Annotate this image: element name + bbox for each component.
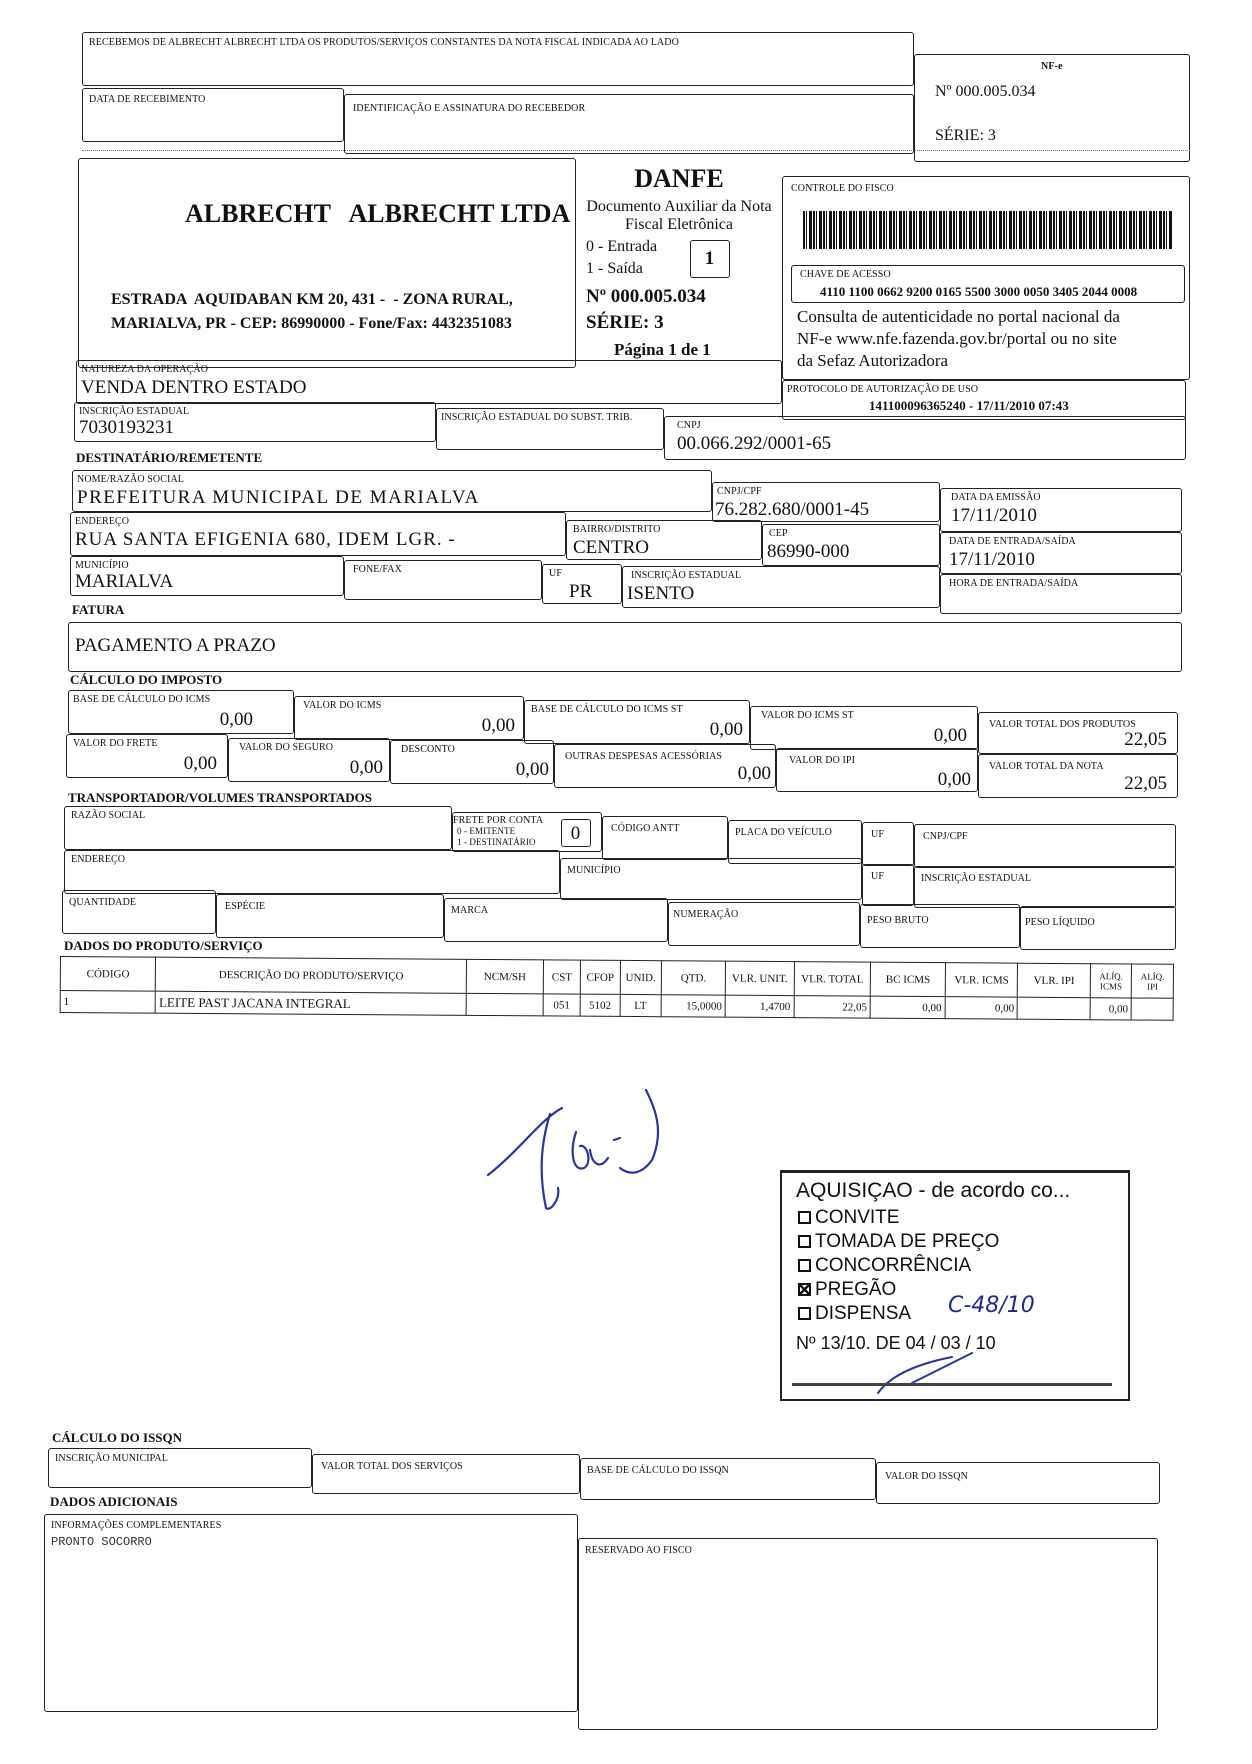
transp-endereco-box	[64, 850, 560, 894]
dest-uf-value: PR	[569, 581, 593, 602]
danfe-subtitle-2: Fiscal Eletrônica	[625, 216, 733, 233]
canhoto-recebemos-box	[82, 32, 914, 86]
transp-cnpj-box	[914, 824, 1176, 868]
cell-cfop: 5102	[580, 994, 620, 1016]
col-codigo: CÓDIGO	[60, 957, 156, 992]
checkbox-icon	[798, 1211, 811, 1224]
imp-valor-icms-box	[294, 696, 524, 740]
transportador-section-title: TRANSPORTADOR/VOLUMES TRANSPORTADOS	[68, 790, 373, 805]
emitente-nome: ALBRECHT ALBRECHT LTDA	[185, 199, 571, 228]
acquisition-stamp	[780, 1170, 1130, 1401]
dest-bairro-label: BAIRRO/DISTRITO	[573, 524, 661, 535]
emitente-box	[78, 158, 576, 368]
stamp-item-concorrencia-label: CONCORRÊNCIA	[815, 1255, 972, 1276]
ie-st-box	[436, 408, 664, 450]
canhoto-identificacao-box	[344, 94, 914, 154]
checkbox-checked-icon	[798, 1283, 811, 1296]
cell-vlr-icms: 0,00	[945, 997, 1018, 1020]
issqn-valor-label: VALOR DO ISSQN	[885, 1471, 968, 1482]
danfe-tipo: 1	[704, 248, 715, 269]
stamp-item-pregao	[798, 1279, 896, 1301]
fatura-section-title: FATURA	[72, 602, 125, 617]
dest-cep-value: 86990-000	[767, 541, 850, 562]
cell-aliq-ipi	[1132, 998, 1174, 1020]
imp-desconto-box	[390, 740, 554, 784]
stamp-item-dispensa-label: DISPENSA	[815, 1303, 912, 1324]
canhoto-recebemos-text: RECEBEMOS DE ALBRECHT ALBRECHT LTDA OS PRODUTOS/SERVIÇOS CONSTANTES DA NOTA FISCAL INDICADA AO LADO	[89, 37, 679, 48]
transp-frete-op1: 0 - EMITENTE	[457, 826, 516, 836]
canhoto-nfe-box	[914, 54, 1190, 162]
dest-municipio-label: MUNICÍPIO	[75, 560, 129, 571]
destinatario-section-title: DESTINATÁRIO/REMETENTE	[76, 450, 263, 465]
natureza-label: NATUREZA DA OPERAÇÃO	[81, 364, 209, 375]
imp-base-icms-value: 0,00	[219, 709, 253, 730]
danfe-pagina: Página 1 de 1	[614, 340, 711, 359]
imp-ipi-value: 0,00	[937, 769, 971, 790]
adicionais-info-box	[44, 1514, 578, 1712]
issqn-total-label: VALOR TOTAL DOS SERVIÇOS	[321, 1461, 463, 1472]
dest-ie-label: INSCRIÇÃO ESTADUAL	[631, 570, 742, 581]
canhoto-nfe-label: NF-e	[1041, 61, 1063, 72]
cell-vlr-unit: 1,4700	[725, 995, 794, 1017]
col-vlr-ipi: VLR. IPI	[1018, 963, 1091, 998]
transp-quantidade-box	[62, 890, 216, 934]
dest-fone-box	[344, 560, 542, 600]
protocolo-value: 141100096365240 - 17/11/2010 07:43	[869, 398, 1069, 413]
issqn-im-label: INSCRIÇÃO MUNICIPAL	[55, 1453, 168, 1464]
dest-hora-label: HORA DE ENTRADA/SAÍDA	[949, 578, 1079, 589]
adicionais-fisco-box	[578, 1538, 1158, 1730]
imp-total-produtos-label: VALOR TOTAL DOS PRODUTOS	[989, 719, 1136, 730]
fisco-consulta-2: NF-e www.nfe.fazenda.gov.br/portal ou no site	[797, 329, 1117, 348]
stamp-bottom-rule	[792, 1383, 1112, 1386]
signature	[480, 1080, 680, 1220]
imp-outras-label: OUTRAS DESPESAS ACESSÓRIAS	[565, 751, 723, 762]
transp-ie-box	[914, 866, 1176, 908]
ie-box	[74, 402, 436, 442]
dest-emissao-label: DATA DA EMISSÃO	[951, 492, 1041, 503]
stamp-item-convite	[798, 1207, 899, 1229]
adicionais-section-title: DADOS ADICIONAIS	[50, 1494, 178, 1509]
transp-especie-box	[216, 894, 444, 938]
imp-frete-label: VALOR DO FRETE	[73, 738, 158, 749]
fisco-controle-label: CONTROLE DO FISCO	[791, 183, 894, 194]
checkbox-icon	[798, 1235, 811, 1248]
dest-entrada-box	[940, 532, 1182, 574]
checkbox-icon	[798, 1307, 811, 1320]
issqn-base-box	[580, 1458, 876, 1500]
fatura-box	[68, 622, 1182, 672]
col-descricao: DESCRIÇÃO DO PRODUTO/SERVIÇO	[156, 957, 467, 993]
dest-cep-box	[762, 524, 940, 566]
cell-descricao: LEITE PAST JACANA INTEGRAL	[155, 991, 466, 1015]
emitente-endereco-1: ESTRADA AQUIDABAN KM 20, 431 - - ZONA RURAL,	[111, 291, 513, 308]
stamp-item-concorrencia	[798, 1255, 971, 1277]
transp-razao-box	[64, 806, 452, 850]
dest-uf-label: UF	[549, 568, 562, 579]
ie-value: 7030193231	[79, 417, 174, 438]
fisco-consulta-1: Consulta de autenticidade no portal nacional da	[797, 307, 1120, 326]
imp-valor-icms-value: 0,00	[481, 715, 515, 736]
cell-cst: 051	[543, 994, 580, 1016]
cell-vlr-total: 22,05	[794, 996, 871, 1019]
dest-cnpj-box	[712, 482, 940, 522]
transp-razao-label: RAZÃO SOCIAL	[71, 810, 146, 821]
dest-fone-label: FONE/FAX	[353, 564, 402, 575]
adicionais-info-value: PRONTO SOCORRO	[51, 1535, 152, 1549]
imp-ipi-label: VALOR DO IPI	[789, 755, 856, 766]
dest-nome-label: NOME/RAZÃO SOCIAL	[77, 474, 184, 485]
dest-endereco-box	[70, 512, 566, 556]
imp-base-st-value: 0,00	[709, 719, 743, 740]
transp-cnpj-label: CNPJ/CPF	[923, 831, 968, 842]
transp-placa-label: PLACA DO VEÍCULO	[735, 827, 832, 838]
imp-base-st-label: BASE DE CÁLCULO DO ICMS ST	[531, 704, 683, 715]
imp-valor-st-value: 0,00	[933, 725, 967, 746]
transp-quantidade-label: QUANTIDADE	[69, 897, 137, 908]
col-ncm: NCM/SH	[466, 959, 543, 994]
imp-base-st-box	[524, 700, 750, 744]
canhoto-serie: SÉRIE: 3	[935, 127, 996, 144]
cnpj-emit-box	[664, 416, 1186, 460]
dest-entrada-label: DATA DE ENTRADA/SAÍDA	[949, 536, 1076, 547]
adicionais-fisco-label: RESERVADO AO FISCO	[585, 1545, 692, 1556]
dest-cep-label: CEP	[769, 528, 788, 539]
danfe-block	[576, 164, 782, 364]
stamp-handwritten-code: C-48/10	[948, 1293, 1035, 1318]
transp-ie-label: INSCRIÇÃO ESTADUAL	[921, 873, 1032, 884]
dest-hora-box	[940, 574, 1182, 614]
transp-antt-box	[602, 816, 728, 860]
emitente-endereco-2: MARIALVA, PR - CEP: 86990000 - Fone/Fax: 4432351083	[111, 315, 512, 332]
col-vlr-total: VLR. TOTAL	[794, 962, 871, 997]
dest-cnpj-label: CNPJ/CPF	[717, 486, 762, 497]
canhoto-numero: Nº 000.005.034	[935, 83, 1036, 100]
dest-endereco-label: ENDEREÇO	[75, 516, 130, 527]
danfe-title: DANFE	[634, 164, 724, 193]
transp-frete-value-box	[561, 819, 591, 847]
col-qtd: QTD.	[661, 961, 725, 995]
transp-peso-liquido-label: PESO LÍQUIDO	[1025, 917, 1095, 928]
imp-base-icms-box	[68, 690, 294, 734]
transp-uf2-label: UF	[871, 871, 884, 882]
canhoto-data-box	[82, 88, 344, 142]
dest-cnpj-value: 76.282.680/0001-45	[715, 499, 870, 520]
dest-nome-value: PREFEITURA MUNICIPAL DE MARIALVA	[77, 487, 480, 508]
canhoto-data-label: DATA DE RECEBIMENTO	[89, 94, 206, 105]
imp-total-nota-label: VALOR TOTAL DA NOTA	[989, 761, 1104, 772]
transp-frete-label: FRETE POR CONTA	[453, 815, 544, 826]
imp-valor-st-box	[750, 706, 978, 750]
imp-outras-value: 0,00	[737, 763, 771, 784]
col-vlr-icms: VLR. ICMS	[945, 963, 1018, 998]
natureza-box	[76, 360, 782, 404]
transp-municipio-box	[560, 858, 862, 900]
dest-endereco-value: RUA SANTA EFIGENIA 680, IDEM LGR. -	[75, 529, 456, 550]
fisco-chave-box	[791, 265, 1185, 303]
danfe-saida: 1 - Saída	[586, 260, 643, 277]
transp-uf2-box	[862, 864, 914, 906]
danfe-entrada: 0 - Entrada	[586, 238, 658, 255]
transp-especie-label: ESPÉCIE	[225, 901, 266, 912]
stamp-item-pregao-label: PREGÃO	[815, 1279, 897, 1300]
dest-ie-value: ISENTO	[627, 583, 695, 604]
fisco-consulta-3: da Sefaz Autorizadora	[797, 351, 949, 370]
protocolo-box	[782, 380, 1186, 420]
transp-peso-liquido-box	[1020, 906, 1176, 950]
transp-antt-label: CÓDIGO ANTT	[611, 823, 680, 834]
dest-nome-box	[72, 470, 712, 512]
transp-peso-bruto-label: PESO BRUTO	[867, 915, 929, 926]
ie-label: INSCRIÇÃO ESTADUAL	[79, 406, 190, 417]
cell-ncm	[466, 993, 543, 1016]
fisco-chave: 4110 1100 0662 9200 0165 5500 3000 0050 3405 2044 0008	[820, 284, 1138, 299]
imp-valor-icms-label: VALOR DO ICMS	[303, 700, 382, 711]
imp-desconto-label: DESCONTO	[401, 744, 455, 755]
issqn-section-title: CÁLCULO DO ISSQN	[52, 1430, 183, 1445]
transp-frete-box	[452, 812, 602, 852]
fatura-value: PAGAMENTO A PRAZO	[75, 635, 276, 656]
stamp-item-tomada-label: TOMADA DE PREÇO	[815, 1231, 1000, 1252]
issqn-total-box	[312, 1454, 580, 1494]
stamp-title: AQUISIÇAO - de acordo co...	[796, 1179, 1071, 1202]
protocolo-label: PROTOCOLO DE AUTORIZAÇÃO DE USO	[787, 384, 979, 395]
cnpj-emit-value: 00.066.292/0001-65	[677, 433, 832, 454]
imp-frete-value: 0,00	[183, 753, 217, 774]
produtos-section-title: DADOS DO PRODUTO/SERVIÇO	[64, 938, 263, 953]
imp-total-produtos-value: 22,05	[1124, 729, 1167, 750]
imp-valor-st-label: VALOR DO ICMS ST	[761, 710, 854, 721]
dest-municipio-box	[70, 556, 344, 596]
cell-bc-icms: 0,00	[870, 996, 945, 1019]
imposto-section-title: CÁLCULO DO IMPOSTO	[70, 672, 223, 687]
imp-frete-box	[66, 734, 228, 778]
cell-qtd: 15,0000	[661, 995, 725, 1017]
imp-ipi-box	[776, 748, 978, 792]
transp-municipio-label: MUNICÍPIO	[567, 865, 621, 876]
transp-frete-op2: 1 - DESTINATÁRIO	[457, 837, 536, 847]
natureza-value: VENDA DENTRO ESTADO	[81, 377, 307, 398]
col-aliq-icms: ALÍQ. ICMS	[1090, 964, 1132, 998]
dest-ie-box	[622, 566, 940, 608]
imp-desconto-value: 0,00	[515, 759, 549, 780]
stamp-item-tomada	[798, 1231, 999, 1253]
canhoto-identificacao-label: IDENTIFICAÇÃO E ASSINATURA DO RECEBEDOR	[353, 103, 586, 114]
imp-seguro-label: VALOR DO SEGURO	[239, 742, 334, 753]
produtos-table	[60, 956, 1174, 1021]
stamp-signature-scribble	[872, 1343, 992, 1399]
imp-total-nota-value: 22,05	[1124, 773, 1167, 794]
imp-base-icms-label: BASE DE CÁLCULO DO ICMS	[73, 694, 211, 705]
imp-total-produtos-box	[978, 712, 1178, 754]
issqn-im-box	[48, 1448, 312, 1488]
cell-vlr-ipi	[1018, 997, 1091, 1020]
fisco-chave-label: CHAVE DE ACESSO	[800, 269, 891, 280]
transp-uf-box	[862, 822, 914, 866]
dest-entrada-value: 17/11/2010	[949, 549, 1035, 570]
col-aliq-ipi: ALÍQ. IPI	[1132, 964, 1174, 998]
stamp-item-convite-label: CONVITE	[815, 1207, 900, 1228]
imp-seguro-value: 0,00	[349, 757, 383, 778]
transp-endereco-label: ENDEREÇO	[71, 854, 126, 865]
dest-municipio-value: MARIALVA	[75, 571, 174, 592]
transp-uf-label: UF	[871, 829, 884, 840]
danfe-serie: SÉRIE: 3	[586, 312, 664, 333]
danfe-subtitle-1: Documento Auxiliar da Nota	[586, 198, 772, 215]
transp-frete-value: 0	[570, 823, 581, 844]
cell-unid: LT	[620, 994, 662, 1016]
issqn-valor-box	[876, 1462, 1160, 1504]
danfe-tipo-box	[690, 240, 730, 278]
dest-uf-box	[542, 564, 622, 604]
fisco-box	[782, 176, 1190, 380]
dest-bairro-value: CENTRO	[573, 537, 649, 558]
transp-numeracao-label: NUMERAÇÃO	[673, 909, 739, 920]
col-vlr-unit: VLR. UNIT.	[725, 961, 794, 995]
cell-aliq-icms: 0,00	[1090, 998, 1132, 1020]
imp-outras-box	[554, 744, 776, 788]
issqn-base-label: BASE DE CÁLCULO DO ISSQN	[587, 1465, 729, 1476]
col-cst: CST	[543, 960, 581, 994]
dest-emissao-value: 17/11/2010	[951, 505, 1037, 526]
danfe-numero: Nº 000.005.034	[586, 286, 706, 307]
transp-peso-bruto-box	[860, 904, 1020, 948]
imp-seguro-box	[228, 738, 390, 782]
cnpj-emit-label: CNPJ	[677, 420, 701, 431]
dest-bairro-box	[566, 520, 762, 560]
col-unid: UNID.	[620, 960, 662, 994]
transp-marca-label: MARCA	[451, 905, 489, 916]
adicionais-info-label: INFORMAÇÕES COMPLEMENTARES	[51, 1520, 222, 1531]
transp-numeracao-box	[668, 902, 860, 946]
ie-st-label: INSCRIÇÃO ESTADUAL DO SUBST. TRIB.	[441, 412, 633, 423]
cell-codigo: 1	[60, 991, 155, 1014]
imp-total-nota-box	[978, 754, 1178, 798]
stamp-numero: Nº 13/10. DE 04 / 03 / 10	[796, 1333, 996, 1353]
dest-emissao-box	[940, 488, 1182, 532]
canhoto-cut-line	[82, 150, 1190, 151]
checkbox-icon	[798, 1259, 811, 1272]
stamp-item-dispensa	[798, 1303, 911, 1325]
barcode	[803, 211, 1173, 249]
col-cfop: CFOP	[580, 960, 620, 994]
transp-marca-box	[444, 898, 668, 942]
col-bc-icms: BC ICMS	[871, 962, 946, 997]
